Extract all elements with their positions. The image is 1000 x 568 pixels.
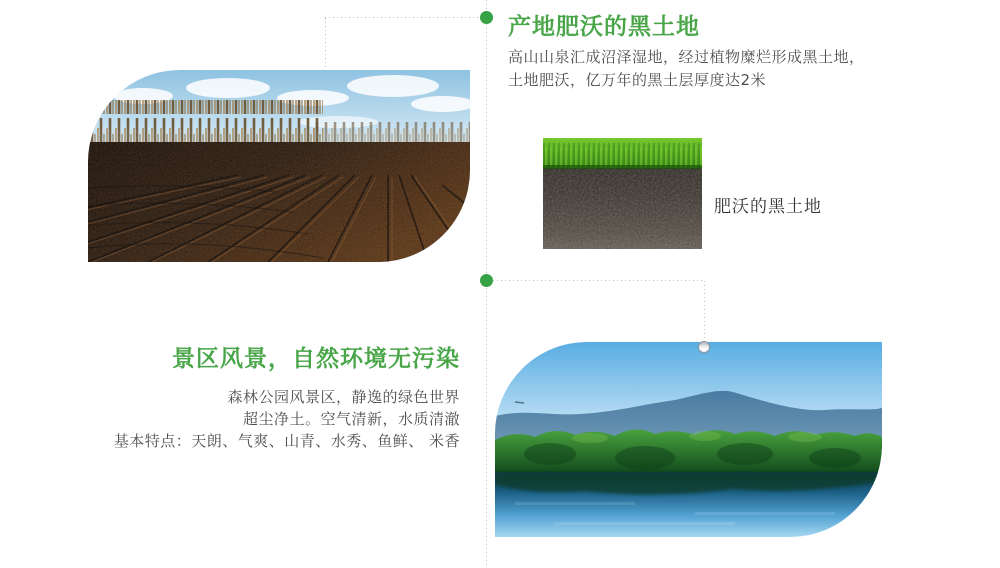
- soil-sample-label: 肥沃的黑土地: [714, 197, 822, 217]
- timeline-dot-soil: [480, 11, 493, 24]
- scenery-description-line-2: 超尘净土。空气清新，水质清澈: [242, 410, 460, 428]
- connector-line-top-vertical: [325, 18, 326, 69]
- connector-line-top-horizontal: [325, 17, 481, 18]
- scenery-section-heading: 景区风景，自然环境无污染: [172, 346, 460, 372]
- soil-sample-photo: [543, 138, 702, 249]
- connector-line-mid-horizontal: [493, 280, 704, 281]
- pin-marker: [698, 341, 710, 353]
- lake-scenery-photo: [495, 342, 882, 537]
- soil-sample-art: [543, 138, 702, 249]
- field-photo-art: [88, 70, 470, 262]
- black-soil-field-photo: [88, 70, 470, 262]
- soil-description-line-1: 高山山泉汇成沼泽湿地，经过植物糜烂形成黑土地，: [508, 48, 865, 66]
- scenery-section-description: [60, 386, 460, 452]
- soil-description-line-2: 土地肥沃，亿万年的黑土层厚度达2米: [508, 71, 767, 89]
- lake-photo-art: [495, 342, 882, 537]
- soil-section-heading: 产地肥沃的黑土地: [508, 14, 700, 40]
- scenery-description-line-1: 森林公园风景区，静逸的绿色世界: [227, 388, 460, 406]
- connector-line-mid-vertical: [704, 281, 705, 342]
- soil-section-description: [508, 46, 865, 92]
- timeline-dot-scenery: [480, 274, 493, 287]
- scenery-section: [60, 340, 460, 452]
- scenery-description-line-3: 基本特点：天朗、气爽、山青、水秀、鱼鲜、 米香: [113, 432, 460, 450]
